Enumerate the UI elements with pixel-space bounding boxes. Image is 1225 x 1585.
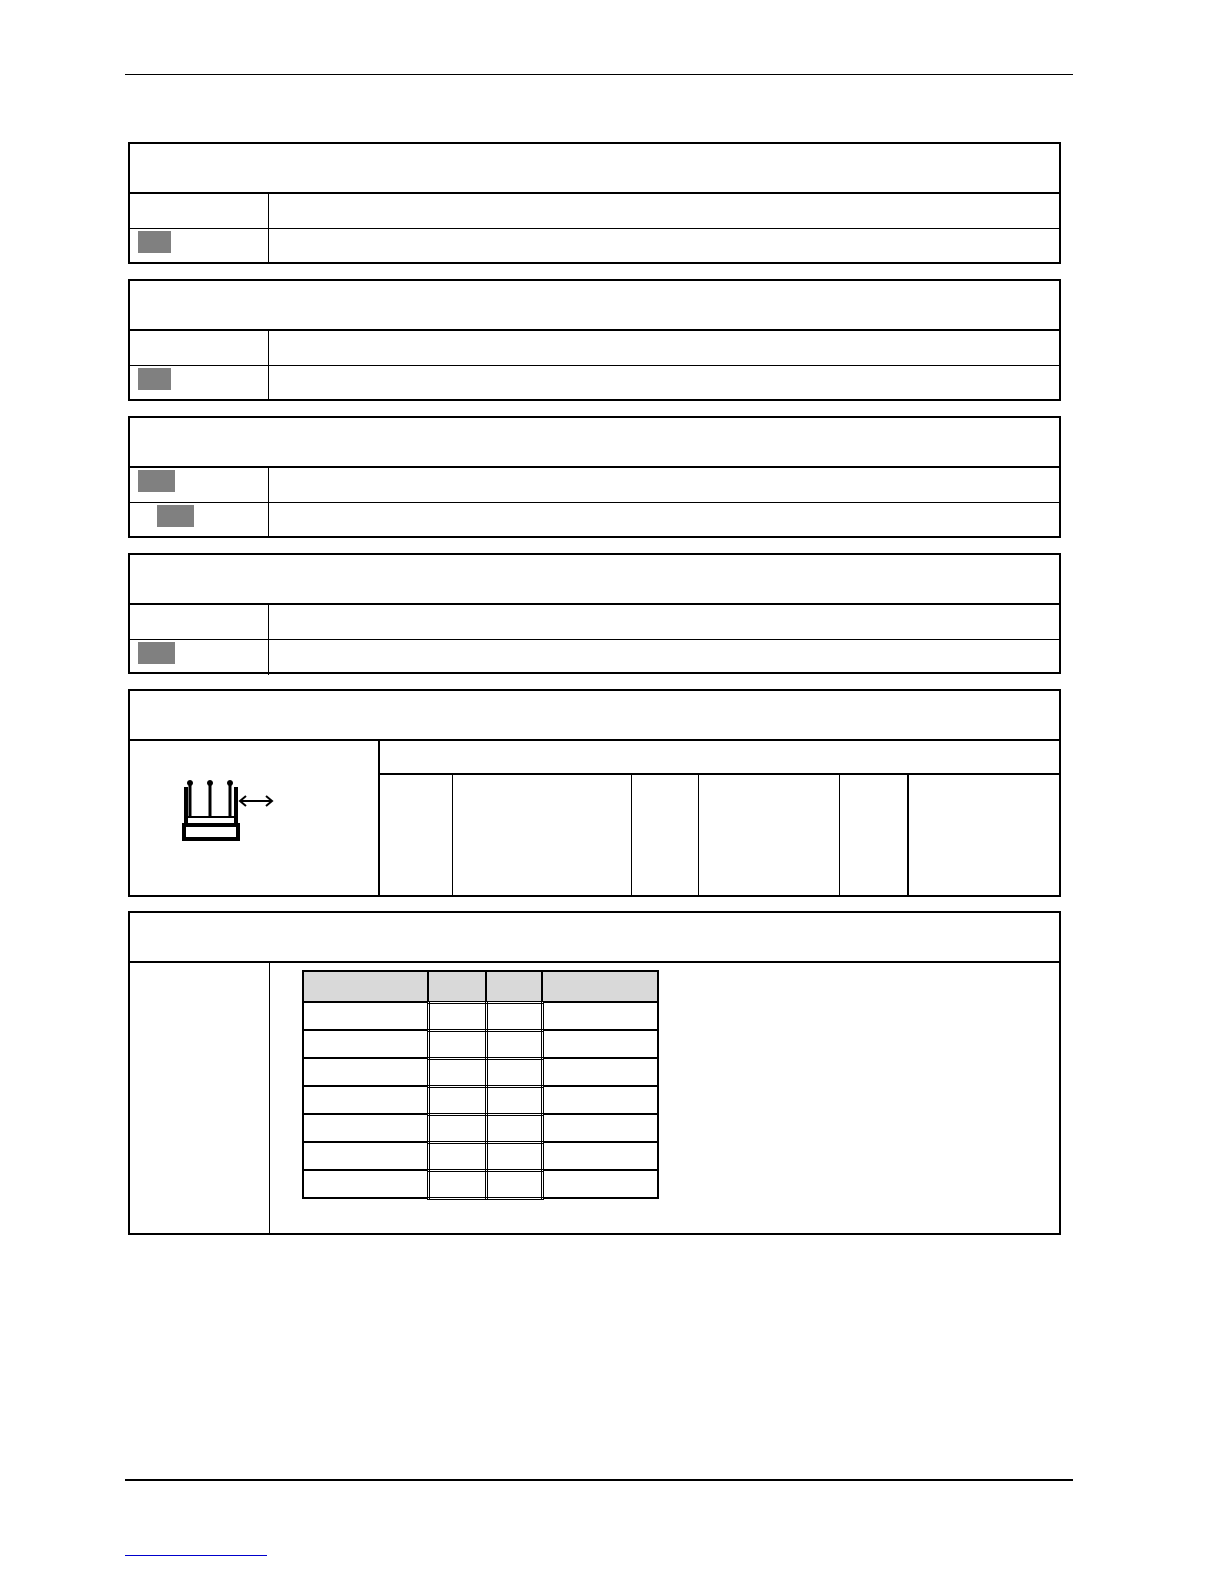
table-cell bbox=[428, 1170, 486, 1198]
section-title bbox=[130, 691, 1059, 741]
setting-description bbox=[269, 366, 1059, 401]
jumper-section bbox=[128, 689, 1061, 897]
table-cell bbox=[428, 1002, 486, 1030]
table-cell bbox=[303, 1030, 428, 1058]
table-cell bbox=[486, 1002, 542, 1030]
table-cell bbox=[486, 1058, 542, 1086]
table-row bbox=[303, 1170, 658, 1198]
header-rule bbox=[125, 74, 1073, 75]
table-cell bbox=[486, 1114, 542, 1142]
table-header-cell bbox=[542, 971, 658, 1002]
setting-description bbox=[269, 331, 1059, 365]
table-cell bbox=[303, 1114, 428, 1142]
table-row bbox=[303, 1142, 658, 1170]
table-row bbox=[303, 1114, 658, 1142]
settings-section-3 bbox=[128, 416, 1061, 538]
table-cell bbox=[542, 1114, 658, 1142]
three-pin-jumper-icon bbox=[180, 777, 290, 857]
table-cell bbox=[428, 1114, 486, 1142]
setting-label bbox=[130, 366, 269, 401]
setting-description bbox=[269, 468, 1059, 502]
jumper-column bbox=[698, 775, 839, 895]
settings-section-1 bbox=[128, 142, 1061, 264]
jumper-column bbox=[907, 775, 1059, 895]
table-cell bbox=[486, 1030, 542, 1058]
jumper-column bbox=[631, 775, 698, 895]
jumper-column bbox=[839, 775, 907, 895]
table-cell bbox=[303, 1002, 428, 1030]
setting-description bbox=[269, 194, 1059, 228]
setting-row bbox=[130, 640, 1059, 675]
jumper-column bbox=[452, 775, 631, 895]
footer-rule bbox=[125, 1479, 1073, 1481]
setting-row bbox=[130, 229, 1059, 264]
jumper-settings-cell bbox=[378, 739, 1059, 895]
table-cell bbox=[303, 1170, 428, 1198]
table-cell bbox=[542, 1170, 658, 1198]
settings-section-4 bbox=[128, 553, 1061, 674]
table-row bbox=[303, 1086, 658, 1114]
setting-description bbox=[269, 640, 1059, 675]
settings-table bbox=[302, 970, 659, 1200]
table-cell bbox=[428, 1058, 486, 1086]
table-header-row bbox=[303, 971, 658, 1002]
setting-description bbox=[269, 605, 1059, 639]
table-cell bbox=[542, 1058, 658, 1086]
table-header-cell bbox=[303, 971, 428, 1002]
table-cell bbox=[486, 1142, 542, 1170]
default-marker-chip bbox=[138, 470, 175, 492]
section-title bbox=[130, 555, 1059, 605]
table-cell bbox=[542, 1030, 658, 1058]
section-title bbox=[130, 913, 1059, 963]
setting-label bbox=[130, 605, 269, 639]
table-row bbox=[303, 1002, 658, 1030]
setting-row bbox=[130, 366, 1059, 401]
table-cell bbox=[486, 1086, 542, 1114]
table-cell bbox=[542, 1142, 658, 1170]
setting-label bbox=[130, 503, 269, 538]
section-title bbox=[130, 418, 1059, 468]
table-cell bbox=[486, 1170, 542, 1198]
setting-row bbox=[130, 503, 1059, 538]
table-cell bbox=[428, 1142, 486, 1170]
jumper-diagram-cell bbox=[130, 739, 380, 895]
table-header-cell bbox=[428, 971, 486, 1002]
setting-label bbox=[130, 194, 269, 228]
table-cell bbox=[542, 1086, 658, 1114]
table-section-body bbox=[130, 961, 1059, 1233]
default-marker-chip bbox=[138, 368, 171, 390]
setting-label bbox=[130, 468, 269, 502]
setting-description bbox=[269, 229, 1059, 264]
setting-label bbox=[130, 640, 269, 675]
jumper-header bbox=[378, 739, 1059, 775]
default-marker-chip bbox=[138, 231, 171, 253]
table-cell bbox=[542, 1002, 658, 1030]
table-header-cell bbox=[486, 971, 542, 1002]
table-section bbox=[128, 911, 1061, 1235]
table-cell bbox=[303, 1058, 428, 1086]
table-cell bbox=[303, 1086, 428, 1114]
setting-row bbox=[130, 331, 1059, 366]
section-title bbox=[130, 281, 1059, 331]
setting-label bbox=[130, 229, 269, 264]
table-cell bbox=[303, 1142, 428, 1170]
section-title bbox=[130, 144, 1059, 194]
default-marker-chip bbox=[157, 505, 194, 527]
setting-row bbox=[130, 468, 1059, 503]
setting-row bbox=[130, 605, 1059, 640]
footer-link[interactable] bbox=[125, 1555, 267, 1556]
table-cell bbox=[428, 1030, 486, 1058]
default-marker-chip bbox=[138, 642, 175, 664]
setting-label bbox=[130, 331, 269, 365]
jumper-column bbox=[378, 775, 452, 895]
table-row bbox=[303, 1030, 658, 1058]
setting-description bbox=[269, 503, 1059, 538]
settings-section-2 bbox=[128, 279, 1061, 401]
jumper-body bbox=[130, 739, 1059, 895]
table-row bbox=[303, 1058, 658, 1086]
table-section-label bbox=[130, 961, 270, 1233]
jumper-columns bbox=[378, 775, 1059, 895]
table-cell bbox=[428, 1086, 486, 1114]
setting-row bbox=[130, 194, 1059, 229]
